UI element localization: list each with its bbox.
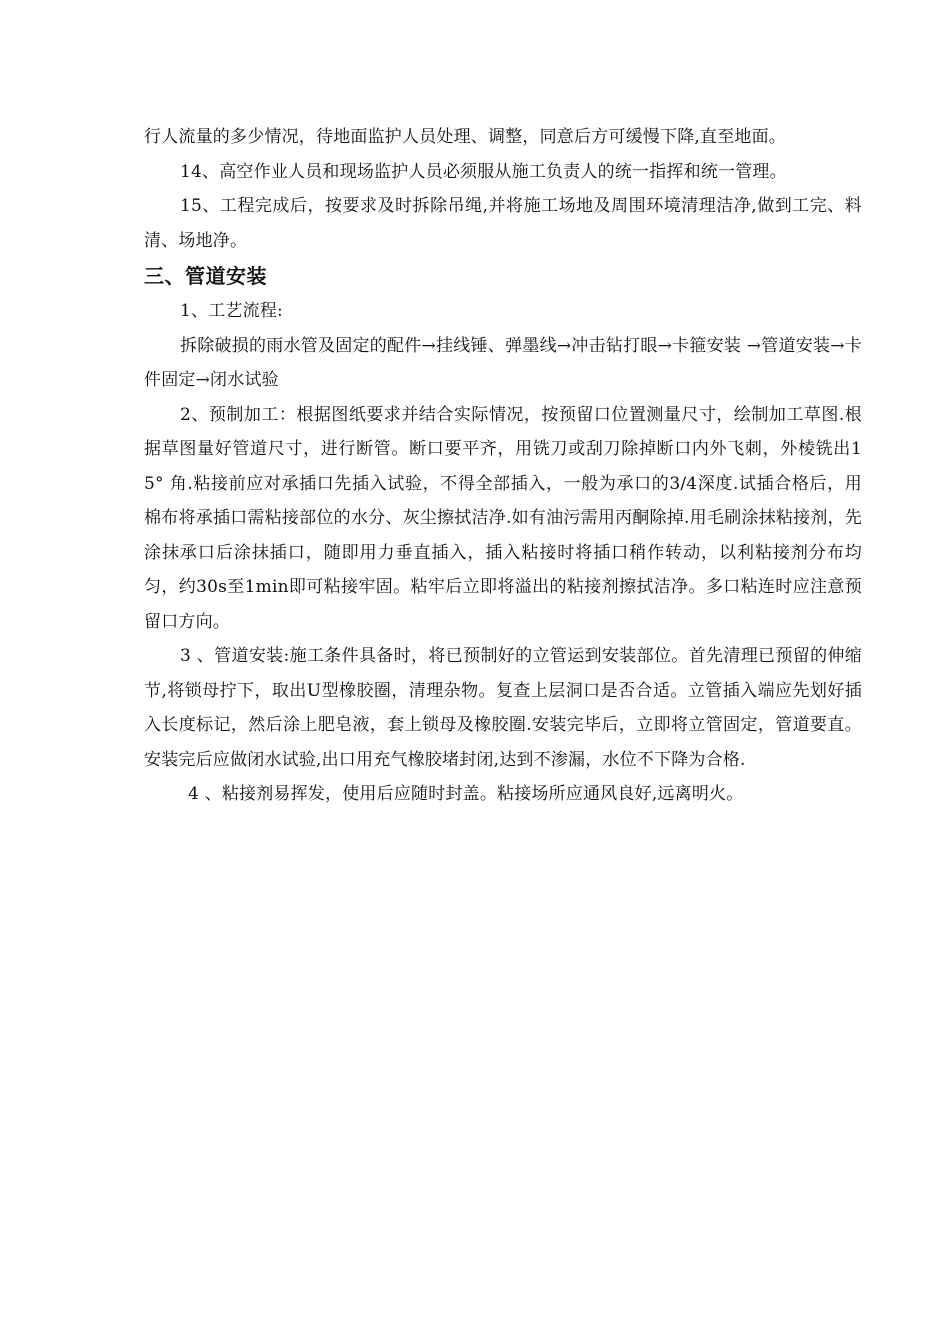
document-body <box>144 120 862 812</box>
paragraph-process-flow: 拆除破损的雨水管及固定的配件→挂线锤、弹墨线→冲击钻打眼→卡箍安装 →管道安装→卡件固定→闭水试验 <box>144 335 862 390</box>
section-heading: 三、管道安装 <box>144 264 267 288</box>
paragraph-item-14: 14、高空作业人员和现场监护人员必须服从施工负责人的统一指挥和统一管理。 <box>180 161 787 182</box>
paragraph-step-2: 2、预制加工：根据图纸要求并结合实际情况，按预留口位置测量尺寸，绘制加工草图.根据草图量好管道尺寸，进行断管。断口要平齐，用铣刀或刮刀除掉断口内外飞刺，外棱铣出15° 角.粘接前应对承插口先插入试验，不得全部插入，一般为承口的3/4深度.试插合格后，用棉布将承插口需粘接部位的水分、灰尘擦拭洁净.如有油污需用丙酮除掉.用毛刷涂抹粘接剂，先涂抹承口后涂抹插口，随即用力垂直插入，插入粘接时将插口稍作转动，以利粘接剂分布均匀，约30s至1min即可粘接牢固。粘牢后立即将溢出的粘接剂擦拭洁净。多口粘连时应注意预留口方向。 <box>144 404 862 632</box>
paragraph-continuation: 行人流量的多少情况，待地面监护人员处理、调整，同意后方可缓慢下降,直至地面。 <box>144 127 787 147</box>
paragraph-step-1: 1、工艺流程: <box>180 301 283 321</box>
paragraph-item-15: 15、工程完成后，按要求及时拆除吊绳,并将施工场地及周围环境清理洁净,做到工完、料清、场地净。 <box>144 196 862 251</box>
paragraph-step-3: 3 、管道安装:施工条件具备时，将已预制好的立管运到安装部位。首先清理已预留的伸缩节,将锁母拧下，取出U型橡胶圈，清理杂物。复查上层洞口是否合适。立管插入端应先划好插入长度标记，然后涂上肥皂液，套上锁母及橡胶圈.安装完毕后，立即将立管固定，管道要直。安装完后应做闭水试验,出口用充气橡胶堵封闭,达到不渗漏，水位不下降为合格. <box>144 646 862 770</box>
paragraph-step-4: 4 、粘接剂易挥发，使用后应随时封盖。粘接场所应通风良好,远离明火。 <box>188 784 744 804</box>
